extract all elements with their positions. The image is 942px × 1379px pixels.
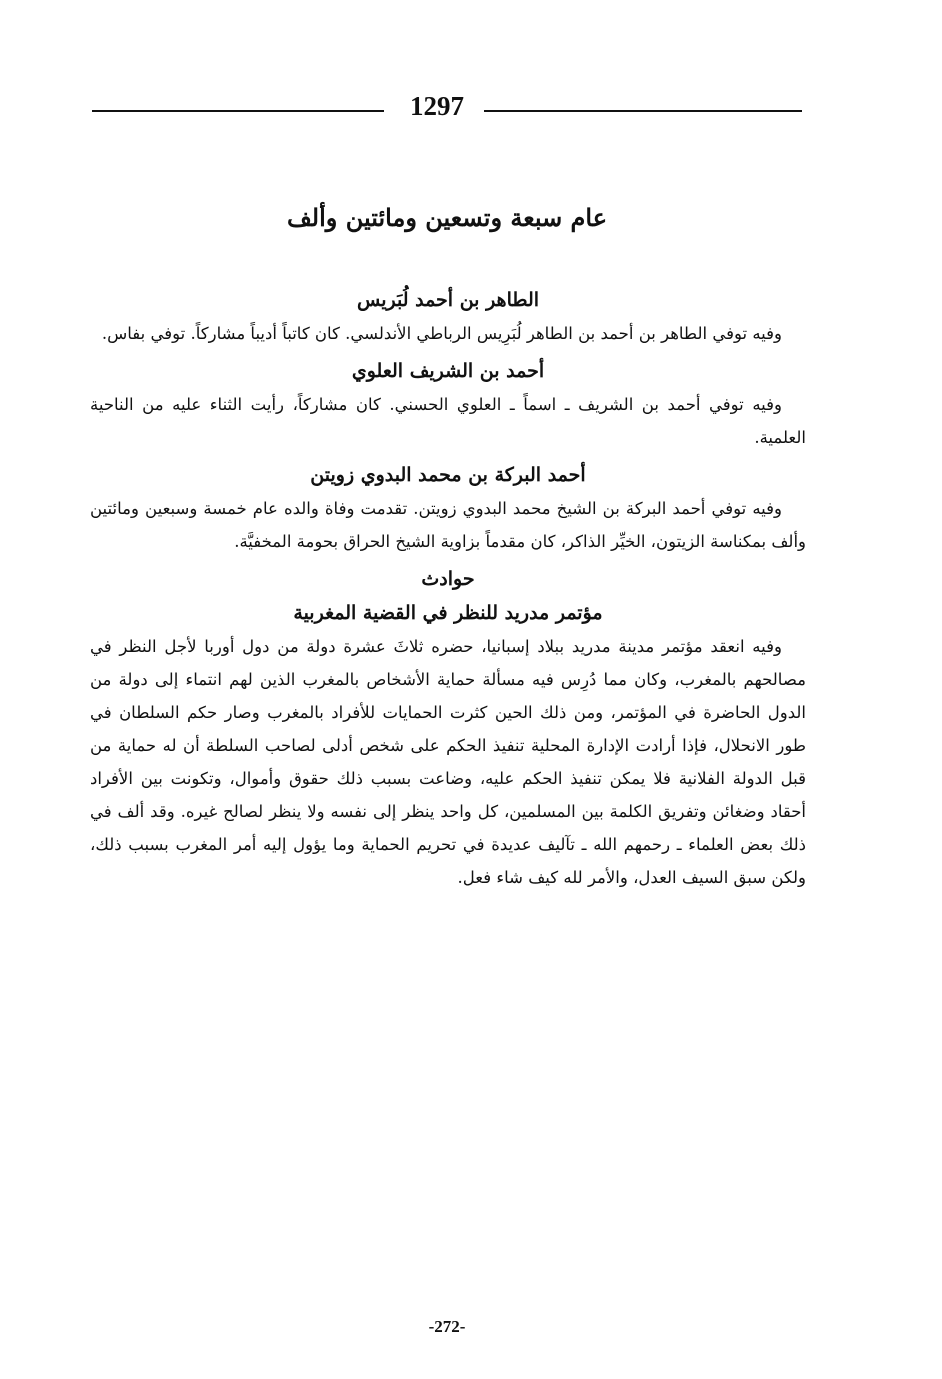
entry-text: وفيه توفي أحمد البركة بن الشيخ محمد البدوي زويتن. تقدمت وفاة والده عام خمسة وسبعين ومائتين وألف بمكناسة الزيتون، الخيِّر الذاكر، كان مقدماً بزاوية الشيخ الحراق بحومة المخفيَّة. (90, 499, 806, 551)
events-title: مؤتمر مدريد للنظر في القضية المغربية (293, 602, 603, 624)
entry-title: أحمد بن الشريف العلوي (351, 360, 545, 382)
entry-taher-labris (90, 283, 806, 350)
header-year: 1297 (410, 91, 464, 121)
events-text: وفيه انعقد مؤتمر مدينة مدريد ببلاد إسبانيا، حضره ثلاثَ عشرة دولة من دول أوربا لأجل النظر في مصالحهم بالمغرب، وكان مما دُرِس فيه مسألة حماية الأشخاص بالمغرب الذين لهم انتماء إلى دولة من الدول الحاضرة في المؤتمر، ومن ذلك الحين كثرت الحمايات للأفراد بالمغرب وصار حكم السلطان في طور الانحلال، فإذا أرادت الإدارة المحلية تنفيذ الحكم على شخص أدلى لصاحب السلطة أن له حماية من قبل الدولة الفلانية فلا يمكن تنفيذ الحكم عليه، وضاعت بسبب ذلك حقوق وأموال، وتكونت بين الأفراد أحقاد وضغائن وتفريق الكلمة بين المسلمين، كل واحد ينظر إلى نفسه ولا ينظر لصالح غيره. وقد ألف في ذلك بعض العلماء ـ رحمهم الله ـ تآليف عديدة في تحريم الحماية وما يؤول إليه أمر المغرب بسبب ذلك، ولكن سبق السيف العدل، والأمر لله كيف شاء فعل. (90, 637, 806, 887)
entry-text: وفيه توفي أحمد بن الشريف ـ اسماً ـ العلوي الحسني. كان مشاركاً، رأيت الثناء عليه من الناحية العلمية. (90, 395, 806, 447)
chapter-title: عام سبعة وتسعين ومائتين وألف (286, 203, 608, 232)
entry-title: الطاهر بن أحمد لُبَريس (356, 289, 540, 311)
entry-title: أحمد البركة بن محمد البدوي زويتن (310, 464, 586, 486)
header-rule-right (484, 110, 802, 112)
page-content (90, 283, 806, 898)
header-rule-left (92, 110, 384, 112)
entry-ahmed-zouitten (90, 458, 806, 558)
page-number: -272- (428, 1317, 466, 1336)
events-heading: حوادث (421, 568, 475, 590)
page-header (92, 88, 802, 128)
entry-text: وفيه توفي الطاهر بن أحمد بن الطاهر لُبَرِيس الرباطي الأندلسي. كان كاتباً أديباً مشاركاً. توفي بفاس. (101, 324, 782, 343)
entry-ahmed-alaoui (90, 354, 806, 454)
events-section (90, 562, 806, 894)
